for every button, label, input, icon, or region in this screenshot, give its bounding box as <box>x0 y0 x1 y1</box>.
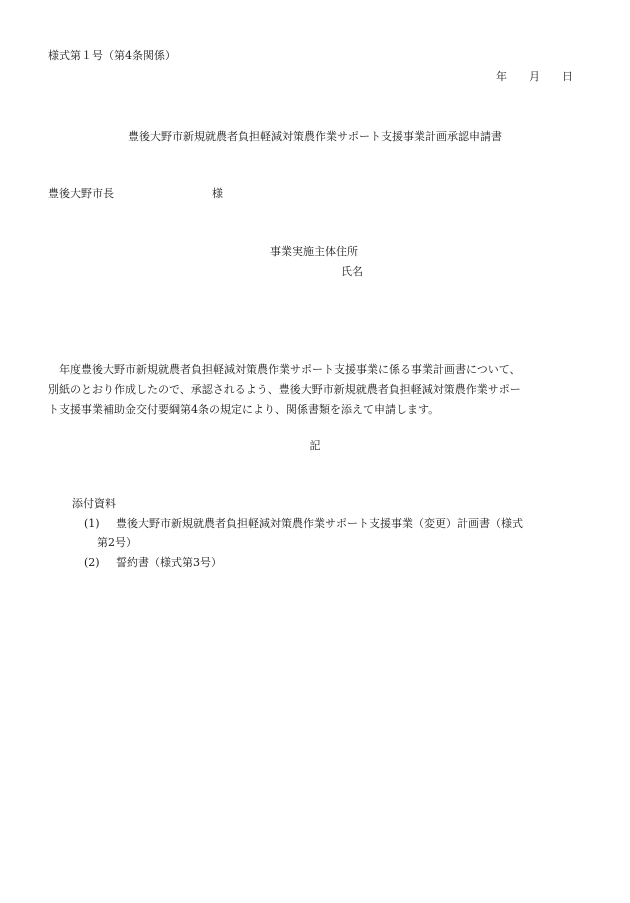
attachment-text: 豊後大野市新規就農者負担軽減対策農作業サポート支援事業（変更）計画書（様式 <box>116 517 523 530</box>
attachment-text-continuation: 第2号） <box>97 536 137 549</box>
form-number: 様式第１号（第4条関係） <box>48 49 176 62</box>
date-day-label: 日 <box>562 70 573 83</box>
date-year-label: 年 <box>496 70 507 83</box>
body-line-1 <box>48 360 584 380</box>
attachment-number: (1) <box>84 517 100 530</box>
addressee-name: 豊後大野市長 <box>48 187 114 200</box>
attachment-item <box>84 557 222 568</box>
addressee <box>48 188 223 199</box>
body-paragraph <box>48 360 584 420</box>
date-month-label: 月 <box>529 70 540 83</box>
attachment-item <box>84 518 523 529</box>
applicant-name-label: 氏名 <box>341 265 363 278</box>
attachment-text: 誓約書（様式第3号） <box>116 556 222 569</box>
applicant-address-label: 事業実施主体住所 <box>270 245 358 258</box>
body-line-2: 別紙のとおり作成したので、承認されるよう、豊後大野市新規就農者負担軽減対策農作業サポー <box>48 383 521 396</box>
body-line-3: ト支援事業補助金交付要綱第4条の規定により、関係書類を添えて申請します。 <box>48 403 440 416</box>
ki-heading: 記 <box>309 439 321 452</box>
addressee-honorific: 様 <box>212 187 223 200</box>
attachment-number: (2) <box>84 556 100 569</box>
document-title: 豊後大野市新規就農者負担軽減対策農作業サポート支援事業計画承認申請書 <box>128 130 502 143</box>
date-line <box>496 71 573 82</box>
attachments-heading: 添付資料 <box>72 497 116 510</box>
body-line-1-text: 年度豊後大野市新規就農者負担軽減対策農作業サポート支援事業に係る事業計画書について、 <box>59 363 521 376</box>
